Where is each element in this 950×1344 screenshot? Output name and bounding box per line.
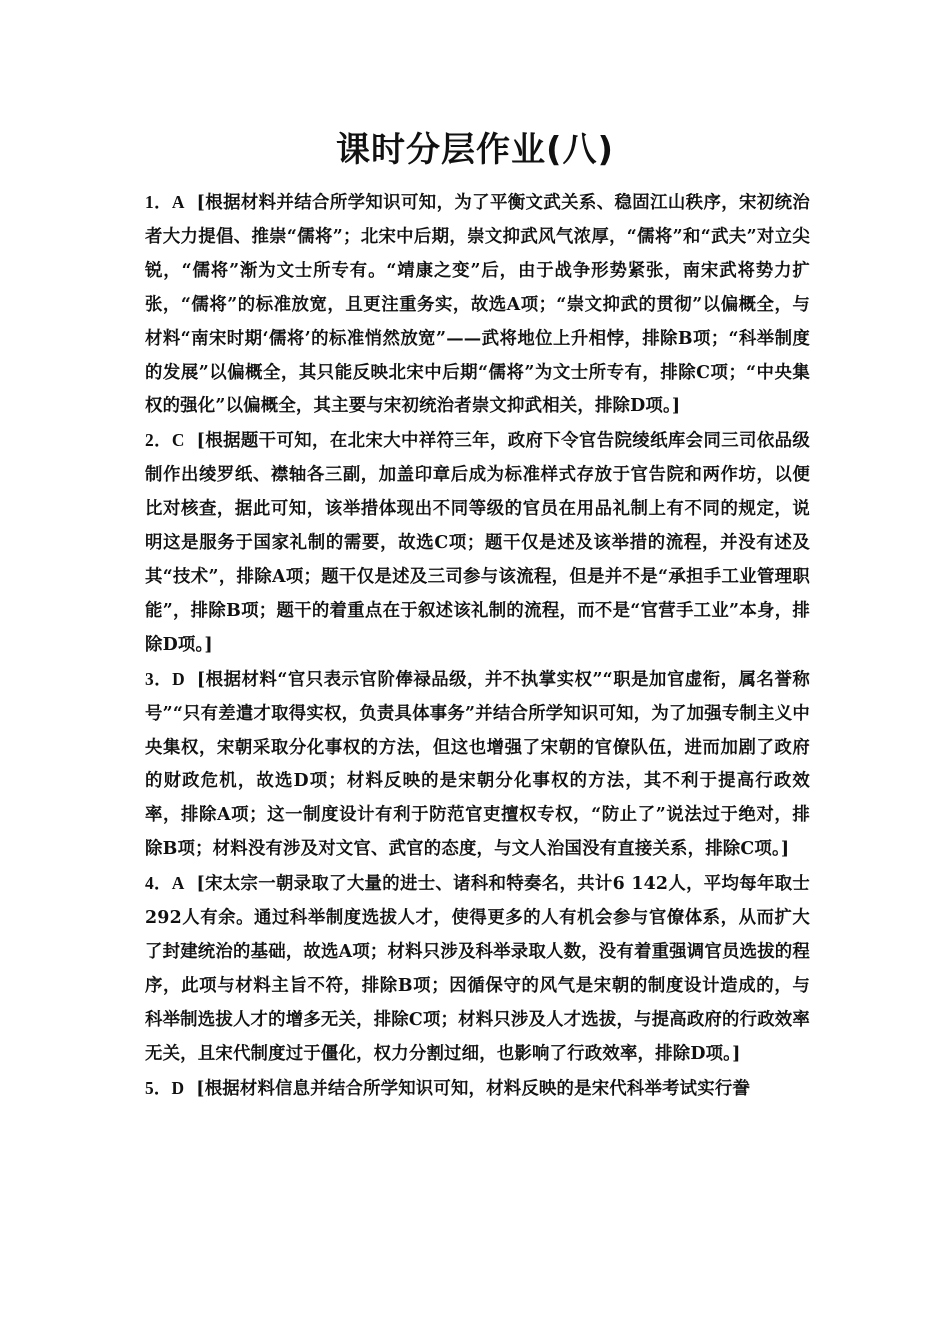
answer-explanation: [根据材料并结合所学知识可知，为了平衡文武关系、稳固江山秩序，宋初统治者大力提倡、推崇“儒将”；北宋中后期，崇文抑武风气浓厚，“儒将”和“武夫”对立尖锐，“儒将”渐为文士所专有。“靖康之变”后，由于战争形势紧张，南宋武将势力扩张，“儒将”的标准放宽，且更注重务实，故选A项；“崇文抑武的贯彻”以偏概全，与材料“南宋时期‘儒将’的标准悄然放宽”——武将地位上升相悖，排除B项；“科举制度的发展”以偏概全，其只能反映北宋中后期“儒将”为文士所专有，排除C项；“中央集权的强化”以偏概全，其主要与宋初统治者崇文抑武相关，排除D项。]: [145, 193, 810, 417]
answer-number: 4．: [145, 873, 172, 894]
answer-choice: A: [171, 192, 185, 212]
answer-list: [145, 186, 810, 1106]
answer-explanation: [根据材料信息并结合所学知识可知，材料反映的是宋代科举考试实行誊: [196, 1078, 751, 1099]
page-title: 课时分层作业(八): [335, 130, 615, 170]
answer-number: 3．: [145, 668, 173, 689]
answer-number: 5．: [145, 1077, 172, 1098]
answer-choice: D: [171, 1077, 185, 1098]
answer-item: [145, 663, 810, 867]
answer-item: [145, 186, 810, 424]
answer-item: [145, 1072, 810, 1107]
answer-explanation: [根据题干可知，在北宋大中祥符三年，政府下令官告院绫纸库会同三司依品级制作出绫罗纸、襟轴各三副，加盖印章后成为标准样式存放于官告院和两作坊，以便比对核查，据此可知，该举措体现出不同等级的官员在用品礼制上有不同的规定，说明这是服务于国家礼制的需要，故选C项；题干仅是述及该举措的流程，并没有述及其“技术”，排除A项；题干仅是述及三司参与该流程，但是并不是“承担手工业管理职能”，排除B项；题干的着重点在于叙述该礼制的流程，而不是“官营手工业”本身，排除D项。]: [145, 431, 810, 655]
answer-choice: D: [172, 668, 185, 689]
answer-item: [145, 867, 810, 1071]
answer-number: 1．: [145, 192, 172, 212]
answer-explanation: [根据材料“官只表示官阶俸禄品级，并不执掌实权”“职是加官虚衔，属名誉称号”“只有差遣才取得实权，负责具体事务”并结合所学知识可知，为了加强专制主义中央集权，宋朝采取分化事权的方法，但这也增强了宋朝的官僚队伍，进而加剧了政府的财政危机，故选D项；材料反映的是宋朝分化事权的方法，其不利于提高行政效率，排除A项；这一制度设计有利于防范官吏擅权专权，“防止了”说法过于绝对，排除B项；材料没有涉及对文官、武官的态度，与文人治国没有直接关系，排除C项。]: [145, 669, 810, 860]
answer-explanation: [宋太宗一朝录取了大量的进士、诸科和特奏名，共计6 142人，平均每年取士292人有余。通过科举制度选拔人才，使得更多的人有机会参与官僚体系，从而扩大了封建统治的基础，故选A项；材料只涉及科举录取人数，没有着重强调官员选拔的程序，此项与材料主旨不符，排除B项；因循保守的风气是宋朝的制度设计造成的，与科举制选拔人才的增多无关，排除C项；材料只涉及人才选拔，与提高政府的行政效率无关，且宋代制度过于僵化，权力分割过细，也影响了行政效率，排除D项。]: [145, 874, 810, 1064]
answer-choice: C: [171, 430, 185, 451]
answer-item: [145, 424, 810, 662]
answer-choice: A: [171, 873, 185, 894]
answer-number: 2．: [145, 430, 172, 451]
